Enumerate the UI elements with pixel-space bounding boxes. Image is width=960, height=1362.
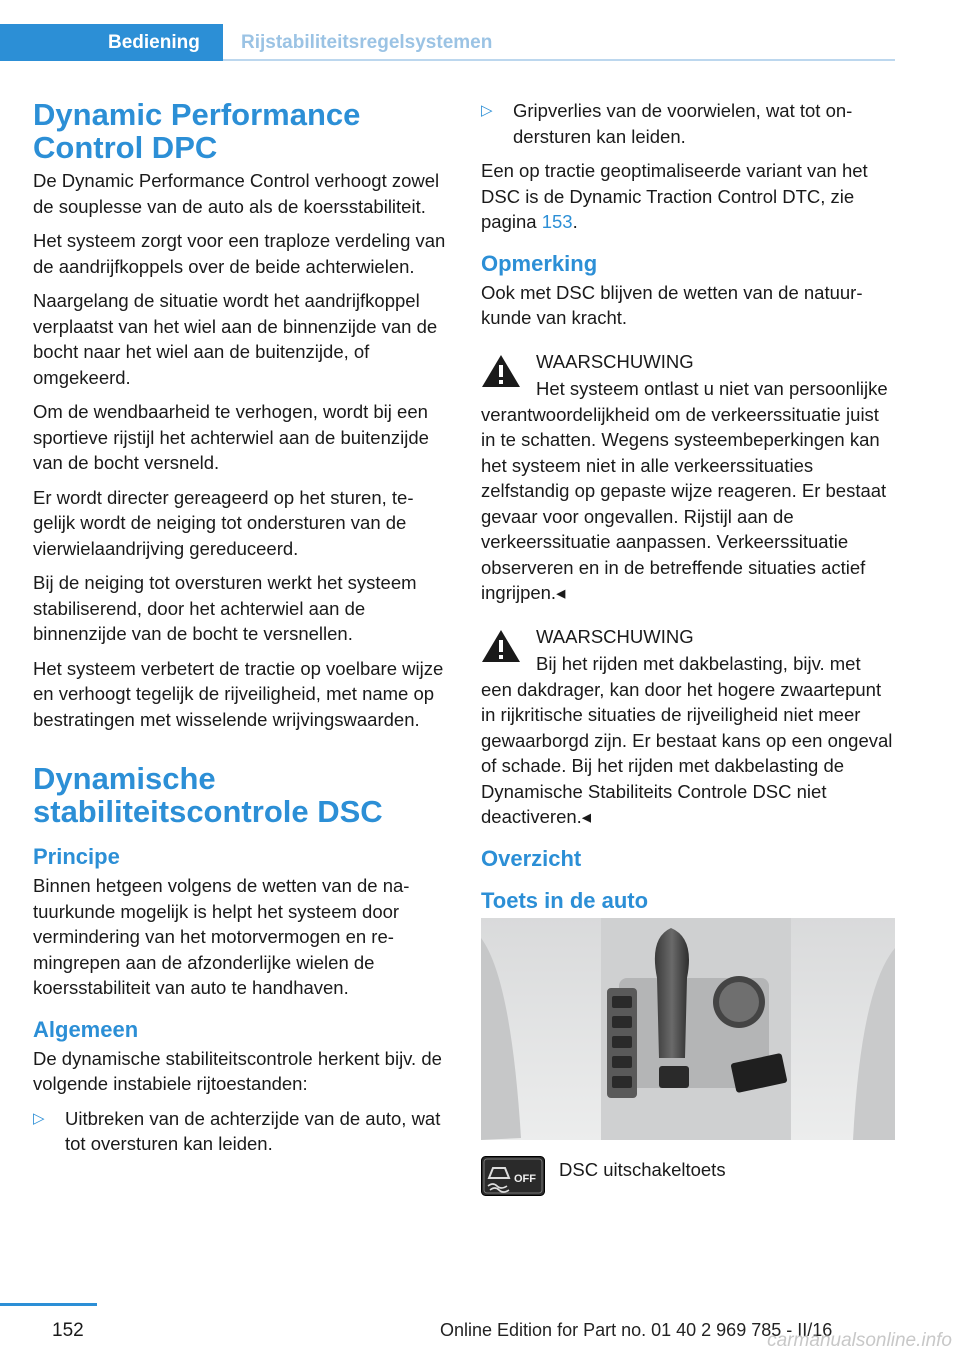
algemeen-heading: Algemeen (33, 1016, 139, 1042)
dsc-icon-text: OFF (514, 1172, 536, 1185)
dpc-paragraph: Het systeem zorgt voor een traploze verdeling van de aandrijfkoppels over de beide achterwielen. (33, 230, 446, 277)
page-link[interactable]: 153 (541, 211, 573, 232)
center-console-photo (481, 918, 895, 1140)
warning-block (481, 624, 895, 830)
bullet-triangle-icon: ▷ (33, 1109, 45, 1127)
page-header (0, 24, 895, 62)
dpc-paragraph: Naargelang de situatie wordt het aandrijfkoppel verplaatst van het wiel aan de binnenzijde van de bocht naar het wiel aan de buitenzijde, of omgekeerd. (33, 290, 438, 388)
instability-list-continued (481, 98, 895, 149)
principe-text: Binnen hetgeen volgens de wetten van de natuurkunde mogelijk is helpt het systeem door vermindering van het motorvermogen en remingrepen aan de afzonderlijke wielen de koersstabiliteit van auto te handhaven. (33, 875, 410, 998)
list-item-text: Uitbreken van de achterzijde van de auto, wat tot oversturen kan leiden. (65, 1107, 441, 1154)
left-column (33, 98, 447, 1166)
dpc-title: Dynamic Performance Control DPC (33, 97, 361, 165)
section-tab: Bediening (0, 24, 223, 61)
dpc-paragraph: Er wordt directer gereageerd op het sturen, tegelijk wordt de neiging tot ondersturen van de vierwielaandrijving gereduceerd. (33, 486, 414, 559)
overzicht-heading: Overzicht (481, 845, 582, 871)
edition-note: Online Edition for Part no. 01 40 2 969 785 - II/16 (440, 1320, 833, 1340)
list-item (481, 98, 895, 149)
dsc-off-icon (481, 1156, 545, 1196)
instability-list (33, 1106, 447, 1157)
watermark: carmanualsonline.info (767, 1330, 952, 1351)
warning-triangle-icon (481, 353, 521, 389)
dtc-paragraph (481, 158, 895, 235)
warning-title: WAARSCHUWING (536, 350, 694, 372)
dtc-text: Een op tractie geoptimaliseerde variant van het DSC is de Dynamic Traction Control DTC, zie pagina (481, 160, 868, 232)
header-divider (223, 59, 895, 61)
bullet-triangle-icon: ▷ (481, 102, 493, 119)
dsc-title: Dynamische stabiliteitscontrole DSC (33, 761, 383, 829)
footer-divider (0, 1303, 97, 1306)
dpc-paragraph: De Dynamic Performance Control verhoogt zowel de souplesse van de auto als de koersstabiliteit. (33, 170, 440, 217)
principe-heading: Principe (33, 844, 120, 869)
list-item-text: Gripverlies van de voorwielen, wat tot ondersturen kan leiden. (513, 100, 853, 147)
dpc-paragraph: Het systeem verbetert de tractie op voelbare wijze en verhoogt tegelijk de rijveiligheid, met name op bestratingen met wisselende wrijvingswaarden. (33, 657, 444, 730)
chapter-tab: Rijstabiliteitsregelsystemen (241, 32, 493, 53)
dpc-paragraph: Om de wendbaarheid te verhogen, wordt bij een sportieve rijstijl het achterwiel aan de buitenzijde van de bocht versneld. (33, 401, 429, 473)
legend-row (481, 1156, 895, 1202)
right-column (481, 98, 895, 1202)
algemeen-text: De dynamische stabiliteitscontrole herkent bijv. de volgende instabiele rijtoestanden: (33, 1047, 442, 1094)
opmerking-heading: Opmerking (481, 250, 598, 276)
opmerking-text: Ook met DSC blijven de wetten van de natuurkunde van kracht. (481, 281, 863, 328)
page-number: 152 (52, 1320, 84, 1341)
toets-heading: Toets in de auto (481, 887, 649, 913)
warning-text: Het systeem ontlast u niet van persoonlijke verantwoordelijkheid om de verkeerssituatie juist in te schatten. Wegens systeembeperkingen kan het systeem niet in alle verkeerssituaties zelfstandig op gepaste wijze reageren. Er bestaat gevaar voor ongevallen. Rijstijl aan de verkeerssituatie aanpassen. Verkeerssituatie observeren en in de betreffende situaties actief ingrijpen.◂ (481, 378, 888, 603)
list-item (33, 1106, 447, 1157)
warning-title: WAARSCHUWING (536, 625, 694, 647)
warning-text: Bij het rijden met dakbelasting, bijv. met een dakdrager, kan door het hogere zwaartepunt in rijkritische situaties de rijveiligheid niet meer gewaarborgd zijn. Er bestaat kans op een ongeval of schade. Bij het rijden met dakbelasting de Dynamische Stabiliteits Controle DSC niet deactiveren.◂ (481, 653, 893, 827)
warning-triangle-icon (481, 628, 521, 664)
dtc-text-end: . (572, 211, 578, 232)
dsc-button-label: DSC uitschakeltoets (559, 1158, 726, 1180)
warning-block (481, 349, 895, 606)
dpc-paragraph: Bij de neiging tot oversturen werkt het systeem stabiliserend, door het achterwiel aan de binnenzijde van de bocht te versnellen. (33, 572, 417, 644)
